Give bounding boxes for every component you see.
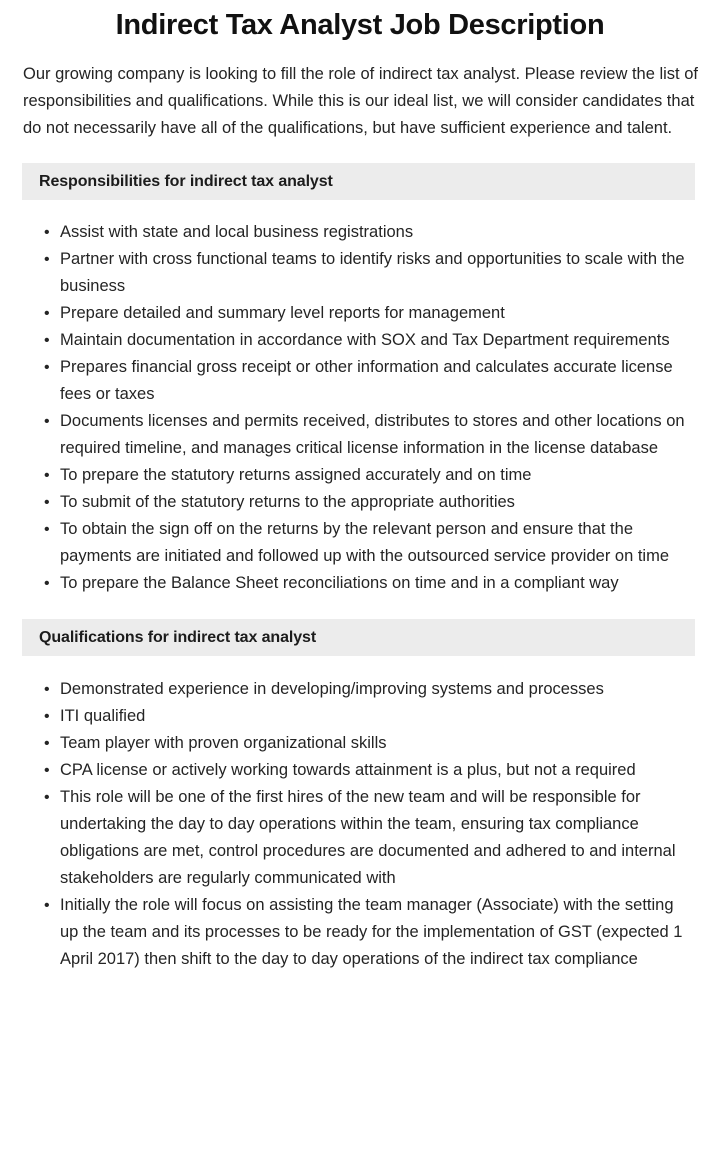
list-item: • Maintain documentation in accordance with SOX and Tax Department requirements — [44, 327, 696, 354]
section-heading-label: Qualifications for indirect tax analyst — [39, 628, 317, 646]
list-item: • Partner with cross functional teams to identify risks and opportunities to scale with the business — [44, 246, 696, 300]
list-item: • Documents licenses and permits received, distributes to stores and other locations on required timeline, and manages critical license information in the license database — [44, 408, 696, 462]
section-responsibilities — [0, 163, 720, 597]
list-item: • To prepare the Balance Sheet reconciliations on time and in a compliant way — [44, 570, 696, 597]
list-item: • Demonstrated experience in developing/improving systems and processes — [44, 676, 696, 703]
list-item: • To prepare the statutory returns assigned accurately and on time — [44, 462, 696, 489]
list-item: • Prepare detailed and summary level reports for management — [44, 300, 696, 327]
list-item: • To submit of the statutory returns to the appropriate authorities — [44, 489, 696, 516]
list-item: • CPA license or actively working towards attainment is a plus, but not a required — [44, 757, 696, 784]
list-item: • To obtain the sign off on the returns by the relevant person and ensure that the payments are initiated and followed up with the outsourced service provider on time — [44, 516, 696, 570]
list-item: • ITI qualified — [44, 703, 696, 730]
list-item: • Initially the role will focus on assisting the team manager (Associate) with the setting up the team and its processes to be ready for the implementation of GST (expected 1 April 2017) then shift to the day to day operations of the indirect tax compliance — [44, 892, 696, 973]
section-header-responsibilities — [22, 163, 695, 200]
qualifications-list — [0, 656, 720, 973]
page-title: Indirect Tax Analyst Job Description — [115, 9, 605, 41]
list-item: • Team player with proven organizational skills — [44, 730, 696, 757]
list-item: • This role will be one of the first hires of the new team and will be responsible for undertaking the day to day operations within the team, ensuring tax compliance obligations are met, control procedures are documented and adhered to and internal stakeholders are regularly communicated with — [44, 784, 696, 892]
intro-paragraph: Our growing company is looking to fill the role of indirect tax analyst. Please review the list of responsibilities and qualifications. While this is our ideal list, we will consider candidates that do not necessarily have all of the qualifications, but have sufficient experience and talent. — [23, 65, 698, 137]
bottom-spacer — [0, 973, 720, 1017]
list-item: • Prepares financial gross receipt or other information and calculates accurate license fees or taxes — [44, 354, 696, 408]
section-heading-label: Responsibilities for indirect tax analyst — [39, 172, 333, 190]
responsibilities-list — [0, 200, 720, 597]
list-item: • Assist with state and local business registrations — [44, 219, 696, 246]
section-header-qualifications — [22, 619, 695, 656]
section-qualifications — [0, 619, 720, 973]
